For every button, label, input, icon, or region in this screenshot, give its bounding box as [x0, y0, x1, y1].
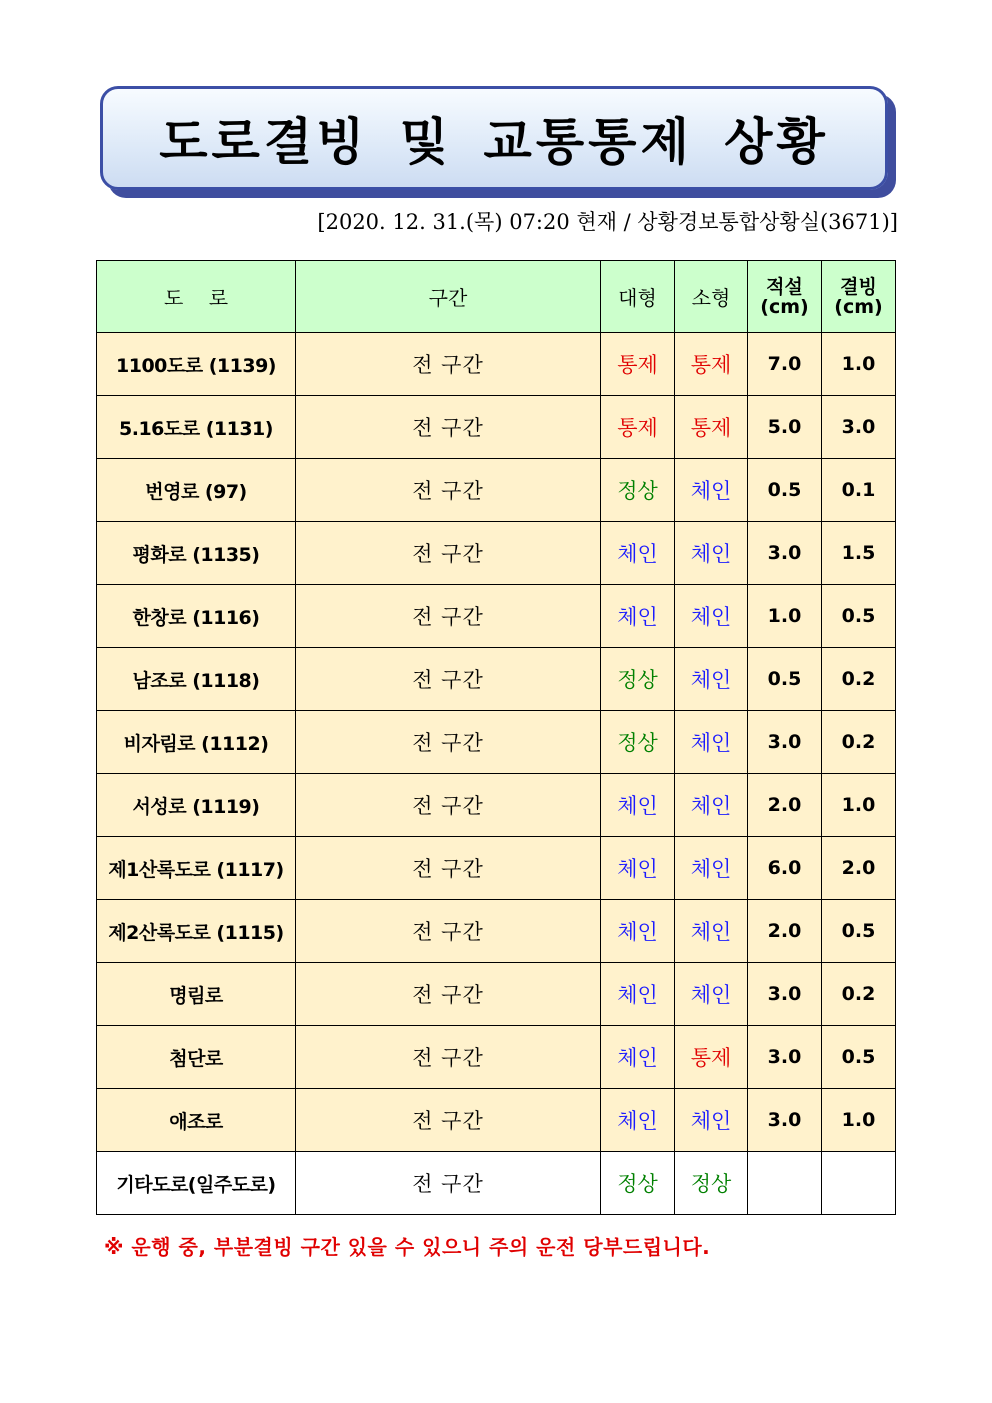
small-vehicle-status-cell: 통제	[675, 396, 748, 459]
small-vehicle-status-cell: 체인	[675, 963, 748, 1026]
caution-note: ※ 운행 중, 부분결빙 구간 있을 수 있으니 주의 운전 당부드립니다.	[104, 1235, 711, 1259]
snow-depth-cell: 5.0	[748, 396, 822, 459]
section-cell: 전 구간	[296, 837, 601, 900]
snow-depth-cell: 2.0	[748, 774, 822, 837]
small-vehicle-status-cell: 체인	[675, 711, 748, 774]
road-name-cell: 서성로 (1119)	[97, 774, 296, 837]
table-row	[97, 1026, 896, 1089]
large-vehicle-status-cell: 정상	[601, 648, 675, 711]
snow-depth-cell: 3.0	[748, 1026, 822, 1089]
ice-depth-cell	[822, 1152, 896, 1215]
small-vehicle-status-cell: 체인	[675, 459, 748, 522]
large-vehicle-status-cell: 통제	[601, 396, 675, 459]
table-row	[97, 459, 896, 522]
road-name-cell: 한창로 (1116)	[97, 585, 296, 648]
table-row	[97, 774, 896, 837]
section-cell: 전 구간	[296, 1152, 601, 1215]
road-name-cell: 남조로 (1118)	[97, 648, 296, 711]
large-vehicle-status-cell: 체인	[601, 585, 675, 648]
table-row	[97, 648, 896, 711]
large-vehicle-status-cell: 체인	[601, 1026, 675, 1089]
ice-depth-cell: 0.5	[822, 900, 896, 963]
large-vehicle-status-cell: 정상	[601, 459, 675, 522]
road-name-cell: 비자림로 (1112)	[97, 711, 296, 774]
snow-depth-cell: 3.0	[748, 522, 822, 585]
section-cell: 전 구간	[296, 1026, 601, 1089]
small-vehicle-status-cell: 체인	[675, 774, 748, 837]
header-section: 구간	[296, 261, 601, 333]
large-vehicle-status-cell: 통제	[601, 333, 675, 396]
ice-depth-cell: 0.2	[822, 648, 896, 711]
header-large-vehicle: 대형	[601, 261, 675, 333]
ice-depth-cell: 0.1	[822, 459, 896, 522]
large-vehicle-status-cell: 정상	[601, 711, 675, 774]
table-row	[97, 585, 896, 648]
snow-depth-cell: 0.5	[748, 648, 822, 711]
road-name-cell: 제1산록도로 (1117)	[97, 837, 296, 900]
ice-depth-cell: 0.2	[822, 711, 896, 774]
section-cell: 전 구간	[296, 900, 601, 963]
large-vehicle-status-cell: 체인	[601, 1089, 675, 1152]
table-row	[97, 711, 896, 774]
section-cell: 전 구간	[296, 522, 601, 585]
road-name-cell: 번영로 (97)	[97, 459, 296, 522]
small-vehicle-status-cell: 체인	[675, 900, 748, 963]
title-banner	[100, 86, 888, 190]
table-header-row	[97, 261, 896, 333]
table-row	[97, 837, 896, 900]
road-name-cell: 기타도로(일주도로)	[97, 1152, 296, 1215]
section-cell: 전 구간	[296, 333, 601, 396]
snow-depth-cell: 3.0	[748, 963, 822, 1026]
snow-depth-cell: 3.0	[748, 1089, 822, 1152]
snow-depth-cell: 2.0	[748, 900, 822, 963]
page-title: 도로결빙 및 교통통제 상황	[159, 113, 829, 171]
table-row	[97, 1152, 896, 1215]
ice-depth-cell: 2.0	[822, 837, 896, 900]
header-ice-unit: (cm)	[834, 295, 883, 318]
snow-depth-cell: 0.5	[748, 459, 822, 522]
small-vehicle-status-cell: 통제	[675, 333, 748, 396]
section-cell: 전 구간	[296, 774, 601, 837]
section-cell: 전 구간	[296, 396, 601, 459]
ice-depth-cell: 3.0	[822, 396, 896, 459]
road-name-cell: 평화로 (1135)	[97, 522, 296, 585]
large-vehicle-status-cell: 체인	[601, 837, 675, 900]
section-cell: 전 구간	[296, 963, 601, 1026]
ice-depth-cell: 1.5	[822, 522, 896, 585]
section-cell: 전 구간	[296, 585, 601, 648]
table-row	[97, 396, 896, 459]
table-row	[97, 900, 896, 963]
small-vehicle-status-cell: 체인	[675, 837, 748, 900]
snow-depth-cell: 6.0	[748, 837, 822, 900]
header-small-vehicle: 소형	[675, 261, 748, 333]
section-cell: 전 구간	[296, 459, 601, 522]
table-row	[97, 333, 896, 396]
small-vehicle-status-cell: 체인	[675, 585, 748, 648]
header-snow-label: 적설	[766, 275, 803, 298]
section-cell: 전 구간	[296, 711, 601, 774]
section-cell: 전 구간	[296, 648, 601, 711]
table-row	[97, 1089, 896, 1152]
header-snow	[748, 261, 822, 333]
road-name-cell: 명림로	[97, 963, 296, 1026]
ice-depth-cell: 0.5	[822, 1026, 896, 1089]
large-vehicle-status-cell: 체인	[601, 900, 675, 963]
snow-depth-cell	[748, 1152, 822, 1215]
ice-depth-cell: 1.0	[822, 333, 896, 396]
header-ice	[822, 261, 896, 333]
ice-depth-cell: 0.5	[822, 585, 896, 648]
table-row	[97, 963, 896, 1026]
small-vehicle-status-cell: 통제	[675, 1026, 748, 1089]
header-road: 도 로	[97, 261, 296, 333]
snow-depth-cell: 7.0	[748, 333, 822, 396]
large-vehicle-status-cell: 정상	[601, 1152, 675, 1215]
small-vehicle-status-cell: 체인	[675, 1089, 748, 1152]
large-vehicle-status-cell: 체인	[601, 963, 675, 1026]
section-cell: 전 구간	[296, 1089, 601, 1152]
large-vehicle-status-cell: 체인	[601, 774, 675, 837]
small-vehicle-status-cell: 정상	[675, 1152, 748, 1215]
large-vehicle-status-cell: 체인	[601, 522, 675, 585]
header-snow-unit: (cm)	[760, 295, 809, 318]
road-name-cell: 5.16도로 (1131)	[97, 396, 296, 459]
ice-depth-cell: 1.0	[822, 774, 896, 837]
ice-depth-cell: 1.0	[822, 1089, 896, 1152]
snow-depth-cell: 3.0	[748, 711, 822, 774]
snow-depth-cell: 1.0	[748, 585, 822, 648]
road-name-cell: 1100도로 (1139)	[97, 333, 296, 396]
small-vehicle-status-cell: 체인	[675, 522, 748, 585]
table-row	[97, 522, 896, 585]
road-name-cell: 제2산록도로 (1115)	[97, 900, 296, 963]
road-name-cell: 첨단로	[97, 1026, 296, 1089]
road-status-table	[96, 260, 896, 1215]
ice-depth-cell: 0.2	[822, 963, 896, 1026]
header-ice-label: 결빙	[840, 275, 877, 298]
report-timestamp: [2020. 12. 31.(목) 07:20 현재 / 상황경보통합상황실(3671)]	[317, 210, 898, 234]
road-name-cell: 애조로	[97, 1089, 296, 1152]
small-vehicle-status-cell: 체인	[675, 648, 748, 711]
